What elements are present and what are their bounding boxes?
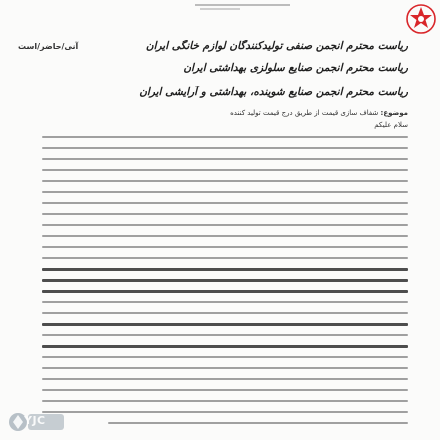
watermark-text: YJC [24, 414, 46, 427]
body-text-line [42, 411, 408, 413]
subject-text: شفاف سازی قیمت از طریق درج قیمت تولید کننده [230, 109, 379, 117]
body-text-line [42, 334, 408, 336]
body-text-line [42, 312, 408, 314]
body-text-line [42, 301, 408, 303]
body-text-line [42, 235, 408, 237]
body-text-line [108, 422, 408, 424]
subject-label: موضوع: [380, 109, 408, 117]
body-text-line [42, 356, 408, 358]
body-text-line [42, 147, 408, 149]
urgency-label: آنی/حاضر/است [18, 42, 79, 51]
letter-body [42, 136, 408, 436]
addressee-line: ریاست محترم انجمن صنایع شوینده، بهداشتی و آرایشی ایران [139, 86, 408, 98]
addressee-line: ریاست محترم انجمن صنایع سلولزی بهداشتی ایران [183, 62, 408, 74]
body-text-line [42, 191, 408, 193]
body-text-line [42, 345, 408, 348]
addressee-line: ریاست محترم انجمن صنفی تولیدکنندگان لوازم خانگی ایران [145, 40, 408, 52]
subject-line [150, 109, 408, 117]
cropped-header-strip [0, 0, 440, 14]
body-text-line [42, 389, 408, 391]
body-text-line [42, 169, 408, 171]
body-text-line [42, 202, 408, 204]
body-text-line [42, 367, 408, 369]
organization-logo-icon [405, 2, 437, 36]
body-text-line [42, 136, 408, 138]
cropped-header-line [195, 4, 290, 6]
body-text-line [42, 290, 408, 293]
body-text-line [42, 246, 408, 248]
body-text-line [42, 213, 408, 215]
body-text-line [42, 279, 408, 282]
body-text-line [42, 180, 408, 182]
body-text-line [42, 268, 408, 271]
body-text-line [42, 400, 408, 402]
body-text-line [42, 158, 408, 160]
cropped-header-line [200, 8, 240, 10]
greeting: سلام علیکم [374, 121, 408, 129]
body-text-line [42, 323, 408, 326]
body-text-line [42, 378, 408, 380]
body-text-line [42, 224, 408, 226]
body-text-line [42, 257, 408, 259]
